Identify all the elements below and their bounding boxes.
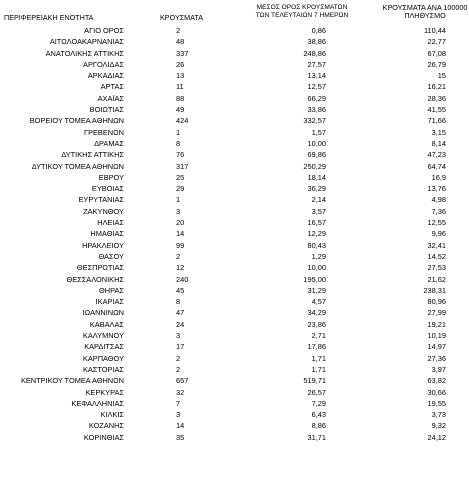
avg-cell: 18,14 (307, 172, 326, 182)
cases-cell: 7 (176, 398, 181, 408)
table-row (0, 161, 469, 172)
avg-cell: 69,86 (307, 150, 326, 160)
region-name-cell: ΚΕΡΚΥΡΑΣ (85, 387, 124, 397)
cases-cell: 8 (176, 138, 181, 148)
avg-cell: 332,57 (303, 116, 326, 126)
header-per-line1: ΚΡΟΥΣΜΑΤΑ ΑΝΑ 100000 (382, 3, 468, 12)
cases-cell: 76 (176, 150, 185, 160)
table-row (0, 228, 469, 239)
table-row (0, 70, 469, 81)
per100k-cell: 14,52 (427, 251, 446, 261)
per100k-cell: 80,96 (427, 297, 446, 307)
avg-cell: 12,57 (307, 82, 326, 92)
cases-cell: 49 (176, 105, 185, 115)
avg-cell: 38,86 (307, 37, 326, 47)
table-row (0, 262, 469, 273)
region-name-cell: ΙΩΑΝΝΙΝΩΝ (82, 308, 124, 318)
cases-cell: 24 (176, 319, 185, 329)
table-row (0, 149, 469, 160)
table-row (0, 240, 469, 251)
avg-cell: 7,29 (311, 398, 326, 408)
per100k-cell: 28,36 (427, 93, 446, 103)
per100k-cell: 110,44 (423, 26, 446, 35)
per100k-cell: 4,98 (431, 195, 446, 205)
table-row (0, 104, 469, 115)
cases-cell: 657 (176, 376, 189, 386)
avg-cell: 2,71 (311, 331, 326, 341)
table-row (0, 432, 469, 443)
avg-cell: 12,29 (307, 229, 326, 239)
per100k-cell: 3,15 (431, 127, 446, 137)
region-name-cell: ΑΡΚΑΔΙΑΣ (87, 71, 124, 81)
cases-cell: 2 (176, 364, 181, 374)
avg-cell: 8,86 (311, 421, 326, 431)
per100k-cell: 27,36 (427, 353, 446, 363)
avg-cell: 250,29 (303, 161, 326, 171)
region-name-cell: ΑΡΓΟΛΙΔΑΣ (83, 59, 124, 69)
per100k-cell: 19,55 (427, 398, 446, 408)
table-row (0, 387, 469, 398)
cases-cell: 20 (176, 218, 185, 228)
region-name-cell: ΑΓΙΟ ΟΡΟΣ (84, 26, 124, 35)
table-row (0, 217, 469, 228)
avg-cell: 31,29 (307, 285, 326, 295)
cases-cell: 424 (176, 116, 189, 126)
per100k-cell: 16,21 (427, 82, 446, 92)
region-name-cell: ΔΥΤΙΚΟΥ ΤΟΜΕΑ ΑΘΗΝΩΝ (31, 161, 124, 171)
per100k-cell: 8,14 (431, 138, 446, 148)
region-name-cell: ΑΙΤΩΛΟΑΚΑΡΝΑΝΙΑΣ (49, 37, 124, 47)
table-row (0, 127, 469, 138)
table-row (0, 375, 469, 386)
avg-cell: 0,86 (311, 26, 326, 35)
table-row (0, 274, 469, 285)
avg-cell: 80,43 (307, 240, 326, 250)
cases-cell: 317 (176, 161, 189, 171)
region-name-cell: ΔΥΤΙΚΗΣ ΑΤΤΙΚΗΣ (61, 150, 124, 160)
per100k-cell: 3,73 (431, 410, 446, 420)
per100k-cell: 9,96 (431, 229, 446, 239)
table-row (0, 93, 469, 104)
per100k-cell: 19,21 (427, 319, 446, 329)
per100k-cell: 64,74 (427, 161, 446, 171)
cases-cell: 337 (176, 48, 189, 58)
region-name-cell: ΙΚΑΡΙΑΣ (95, 297, 124, 307)
region-name-cell: ΒΟΡΕΙΟΥ ΤΟΜΕΑ ΑΘΗΝΩΝ (29, 116, 124, 126)
per100k-cell: 12,55 (427, 218, 446, 228)
per100k-cell: 15 (437, 71, 446, 81)
table-row (0, 353, 469, 364)
cases-cell: 11 (176, 82, 184, 92)
region-name-cell: ΘΑΣΟΥ (98, 251, 124, 261)
region-name-cell: ΚΑΡΔΙΤΣΑΣ (84, 342, 124, 352)
avg-cell: 23,86 (307, 319, 326, 329)
cases-cell: 8 (176, 297, 181, 307)
cases-cell: 13 (176, 71, 185, 81)
region-name-cell: ΚΙΛΚΙΣ (100, 410, 124, 420)
avg-cell: 66,29 (307, 93, 326, 103)
avg-cell: 1,71 (311, 353, 326, 363)
avg-cell: 195,00 (303, 274, 326, 284)
per100k-cell: 41,55 (427, 105, 446, 115)
per100k-cell: 14,97 (427, 342, 446, 352)
header-region: ΠΕΡΙΦΕΡΕΙΑΚΗ ΕΝΟΤΗΤΑ (4, 13, 94, 22)
cases-cell: 3 (176, 206, 181, 216)
region-name-cell: ΗΛΕΙΑΣ (97, 218, 124, 228)
cases-cell: 35 (176, 432, 185, 442)
table-row (0, 36, 469, 47)
avg-cell: 3,57 (311, 206, 326, 216)
table-row (0, 307, 469, 318)
per100k-cell: 32,41 (427, 240, 446, 250)
cases-cell: 2 (176, 26, 181, 35)
cases-cell: 3 (176, 331, 181, 341)
table-row (0, 59, 469, 70)
region-name-cell: ΑΧΑΪΑΣ (97, 93, 124, 103)
avg-cell: 27,57 (307, 59, 326, 69)
region-name-cell: ΘΕΣΣΑΛΟΝΙΚΗΣ (66, 274, 124, 284)
per100k-cell: 63,82 (427, 376, 446, 386)
region-name-cell: ΚΑΣΤΟΡΙΑΣ (82, 364, 124, 374)
table-row (0, 48, 469, 59)
region-name-cell: ΚΕΦΑΛΛΗΝΙΑΣ (71, 398, 124, 408)
per100k-cell: 16,9 (431, 172, 446, 182)
avg-cell: 26,57 (307, 387, 326, 397)
region-name-cell: ΚΟΖΑΝΗΣ (88, 421, 124, 431)
avg-cell: 13,14 (307, 71, 326, 81)
table-row (0, 330, 469, 341)
cases-cell: 47 (176, 308, 185, 318)
region-name-cell: ΗΜΑΘΙΑΣ (90, 229, 124, 239)
region-name-cell: ΚΕΝΤΡΙΚΟΥ ΤΟΜΕΑ ΑΘΗΝΩΝ (20, 376, 124, 386)
table-row (0, 341, 469, 352)
region-name-cell: ΕΒΡΟΥ (98, 172, 124, 182)
per100k-cell: 30,66 (427, 387, 446, 397)
per100k-cell: 3,97 (431, 364, 446, 374)
region-name-cell: ΖΑΚΥΝΘΟΥ (83, 206, 124, 216)
per100k-cell: 21,62 (427, 274, 446, 284)
cases-cell: 45 (176, 285, 185, 295)
avg-cell: 248,86 (303, 48, 326, 58)
avg-cell: 17,86 (307, 342, 326, 352)
per100k-cell: 24,12 (427, 432, 446, 442)
per100k-cell: 27,53 (427, 263, 446, 273)
avg-cell: 31,71 (307, 432, 326, 442)
table-body (0, 25, 469, 443)
avg-cell: 36,29 (307, 184, 326, 194)
header-avg-line1: ΜΕΣΟΣ ΟΡΟΣ ΚΡΟΥΣΜΑΤΩΝ (256, 4, 348, 11)
table-row (0, 251, 469, 262)
cases-cell: 48 (176, 37, 185, 47)
avg-cell: 10,00 (307, 138, 326, 148)
header-per100k (375, 4, 469, 20)
table-row (0, 183, 469, 194)
cases-cell: 2 (176, 251, 181, 261)
table-row (0, 364, 469, 375)
cases-cell: 1 (176, 195, 181, 205)
cases-cell: 88 (176, 93, 185, 103)
cases-cell: 29 (176, 184, 185, 194)
region-name-cell: ΘΗΡΑΣ (99, 285, 124, 295)
per100k-cell: 47,23 (427, 150, 446, 160)
table-row (0, 138, 469, 149)
avg-cell: 34,29 (307, 308, 326, 318)
per100k-cell: 67,08 (427, 48, 446, 58)
region-name-cell: ΚΑΒΑΛΑΣ (89, 319, 124, 329)
table-row (0, 285, 469, 296)
region-name-cell: ΒΟΙΩΤΙΑΣ (89, 105, 124, 115)
per100k-cell: 27,99 (427, 308, 446, 318)
header-per-line2: ΠΛΗΘΥΣΜΟ (404, 11, 446, 20)
table-row (0, 296, 469, 307)
table-row (0, 420, 469, 431)
table-row (0, 81, 469, 92)
cases-cell: 32 (176, 387, 185, 397)
cases-cell: 14 (176, 229, 185, 239)
avg-cell: 1,71 (311, 364, 326, 374)
cases-cell: 99 (176, 240, 185, 250)
avg-cell: 1,57 (311, 127, 326, 137)
cases-cell: 2 (176, 353, 181, 363)
region-name-cell: ΑΡΤΑΣ (100, 82, 124, 92)
header-avg (226, 4, 378, 20)
cases-cell: 25 (176, 172, 185, 182)
table-row (0, 398, 469, 409)
table-row (0, 206, 469, 217)
region-name-cell: ΗΡΑΚΛΕΙΟΥ (82, 240, 124, 250)
avg-cell: 33,86 (307, 105, 326, 115)
region-name-cell: ΓΡΕΒΕΝΩΝ (84, 127, 124, 137)
per100k-cell: 238,31 (423, 285, 446, 295)
per100k-cell: 13,76 (427, 184, 446, 194)
avg-cell: 10,00 (307, 263, 326, 273)
table-header (0, 0, 469, 24)
avg-cell: 2,14 (311, 195, 326, 205)
cases-cell: 14 (176, 421, 185, 431)
avg-cell: 1,29 (311, 251, 326, 261)
table-row (0, 115, 469, 126)
avg-cell: 6,43 (311, 410, 326, 420)
avg-cell: 4,57 (311, 297, 326, 307)
cases-cell: 240 (176, 274, 189, 284)
region-name-cell: ΚΑΡΠΑΘΟΥ (82, 353, 124, 363)
cases-cell: 1 (176, 127, 181, 137)
cases-cell: 26 (176, 59, 185, 69)
per100k-cell: 10,19 (427, 331, 446, 341)
cases-cell: 12 (176, 263, 185, 273)
table-row (0, 409, 469, 420)
per100k-cell: 7,36 (431, 206, 446, 216)
header-cases: ΚΡΟΥΣΜΑΤΑ (160, 13, 204, 22)
table-row (0, 194, 469, 205)
table-row (0, 25, 469, 36)
per100k-cell: 22,77 (427, 37, 446, 47)
per100k-cell: 71,66 (427, 116, 446, 126)
avg-cell: 519,71 (303, 376, 326, 386)
region-name-cell: ΑΝΑΤΟΛΙΚΗΣ ΑΤΤΙΚΗΣ (45, 48, 124, 58)
header-avg-line2: ΤΩΝ ΤΕΛΕΥΤΑΙΩΝ 7 ΗΜΕΡΩΝ (255, 12, 349, 19)
region-name-cell: ΚΑΛΥΜΝΟΥ (82, 331, 124, 341)
region-name-cell: ΔΡΑΜΑΣ (94, 138, 124, 148)
region-name-cell: ΘΕΣΠΡΩΤΙΑΣ (76, 263, 124, 273)
cases-cell: 17 (176, 342, 185, 352)
region-name-cell: ΕΥΒΟΙΑΣ (91, 184, 124, 194)
region-name-cell: ΕΥΡΥΤΑΝΙΑΣ (78, 195, 124, 205)
per100k-cell: 26,79 (427, 59, 446, 69)
region-name-cell: ΚΟΡΙΝΘΙΑΣ (83, 432, 124, 442)
table-row (0, 319, 469, 330)
per100k-cell: 9,32 (431, 421, 446, 431)
cases-cell: 3 (176, 410, 181, 420)
table-row (0, 172, 469, 183)
avg-cell: 16,57 (307, 218, 326, 228)
